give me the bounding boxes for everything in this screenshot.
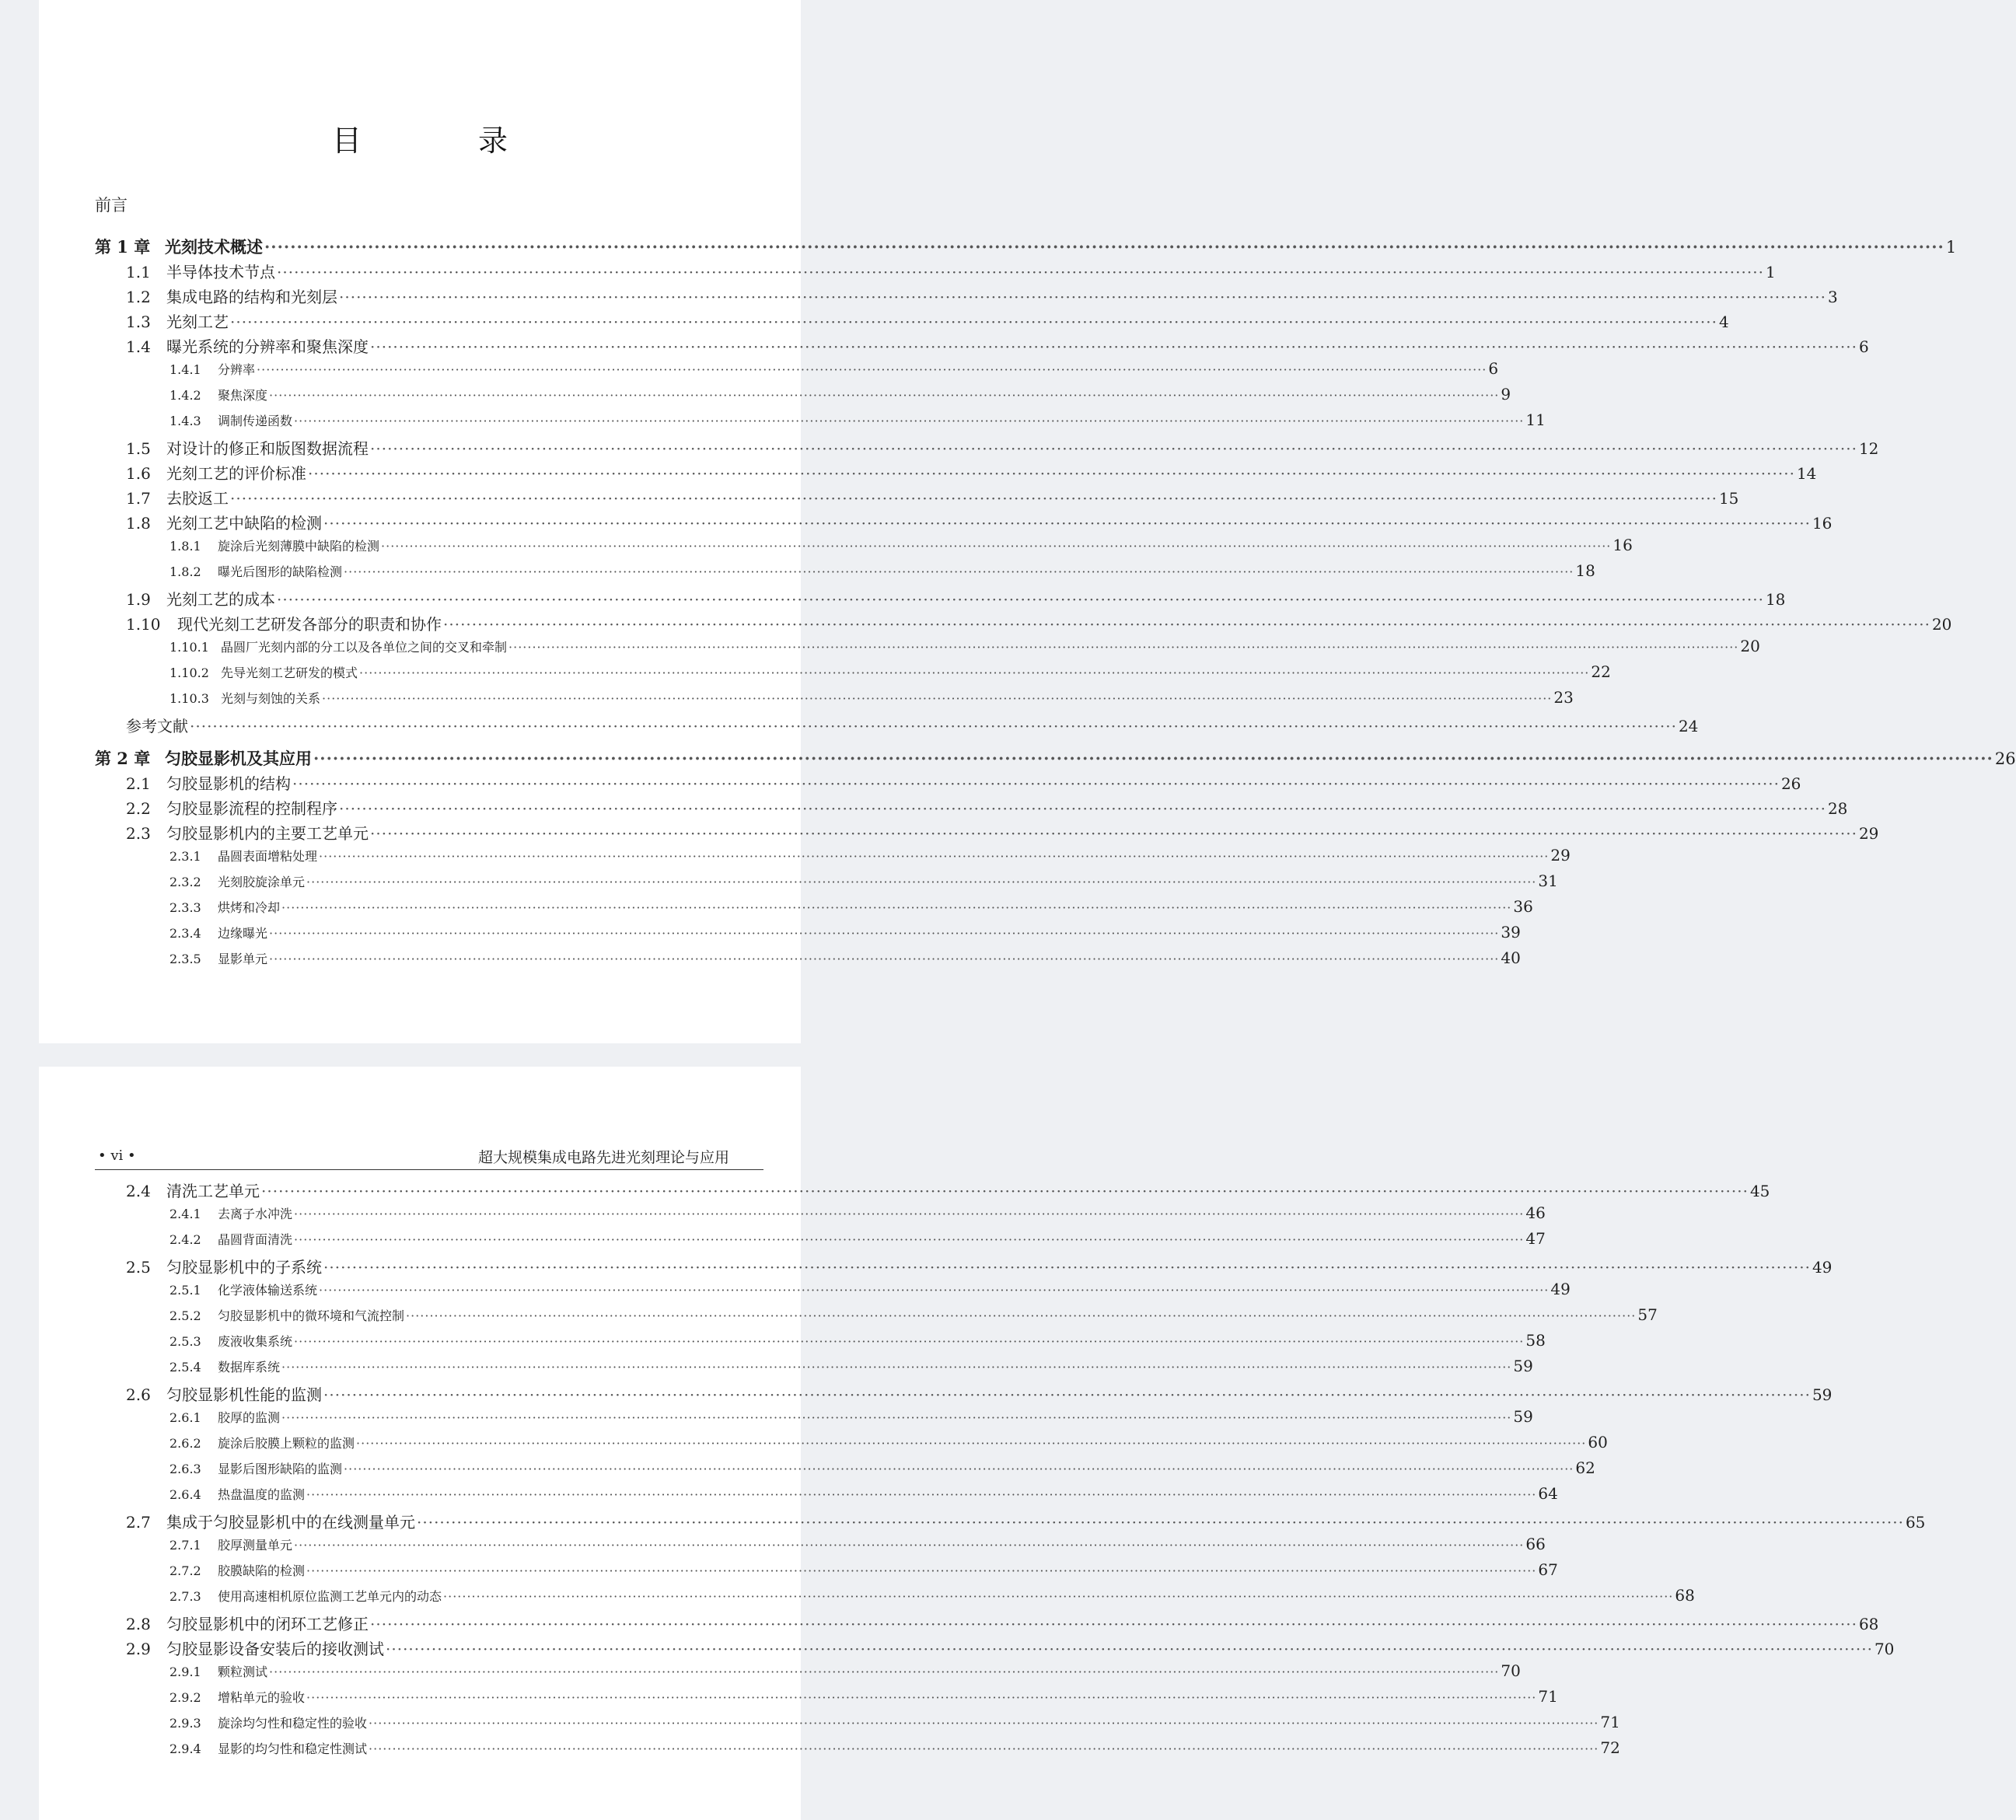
toc-entry-label: 半导体技术节点 [166,263,275,281]
toc-leader-dots: ···································································································································································································································································· [322,691,1553,706]
toc-entry-label: 去胶返工 [166,489,229,508]
toc-leader-dots: ···································································································································································································································································· [269,926,1500,941]
toc-entry-label: 集成电路的结构和光刻层 [166,288,337,306]
toc-entry [95,1305,1658,1331]
toc-entry [95,309,1729,334]
toc-page-number: 26 [1994,749,2016,768]
toc-page-number: 26 [1780,774,1801,793]
toc-entry [95,1535,1546,1560]
toc-entry-label: 聚焦深度 [218,388,268,403]
toc-entry [95,1280,1571,1305]
toc-entry-number: 1.2 [126,288,151,306]
toc-entry-label: 边缘曝光 [218,926,268,941]
toc-chapter-number: 第 2 章 [95,749,151,768]
toc-page-number: 31 [1538,872,1558,890]
toc-entry-label: 匀胶显影流程的控制程序 [166,799,337,818]
toc-entry-number: 1.3 [126,313,151,331]
toc-entry [95,1637,1895,1661]
toc-entry-number: 2.6.4 [169,1487,201,1502]
toc-entry-label: 数据库系统 [218,1360,281,1375]
toc-list-page-2 [95,1179,1926,1764]
toc-entry [95,714,1699,739]
toc-leader-dots: ···································································································································································································································································· [323,1385,1811,1404]
toc-entry-label: 对设计的修正和版图数据流程 [166,439,369,458]
toc-entry-number: 2.9.3 [169,1716,201,1731]
toc-entry-number: 2.8 [126,1615,151,1633]
toc-entry [95,821,1879,846]
toc-entry-label: 光刻胶旋涂单元 [218,875,306,889]
toc-chapter-2-entries [95,771,1879,974]
toc-page-number: 22 [1591,662,1611,681]
toc-leader-dots: ···································································································································································································································································· [308,464,1795,483]
toc-page-number: 9 [1501,385,1511,403]
toc-entry [95,359,1499,385]
toc-entry-label: 光刻与刻蚀的关系 [221,691,321,706]
toc-leader-dots: ···································································································································································································································································· [370,1615,1857,1633]
toc-entry [95,260,1776,285]
toc-entry [95,1458,1595,1484]
toc-page-number: 66 [1525,1535,1546,1553]
toc-leader-dots: ···································································································································································································································································· [443,615,1930,634]
toc-entry [95,486,1739,511]
toc-page-number: 62 [1575,1458,1595,1477]
toc-entry [95,536,1633,561]
toc-entry-number: 1.8 [126,514,151,533]
toc-leader-dots: ···································································································································································································································································· [294,1334,1525,1349]
running-header [95,1144,763,1170]
toc-leader-dots: ···································································································································································································································································· [294,1538,1525,1553]
toc-entry-number: 1.4 [126,337,151,356]
toc-entry-number: 2.3.2 [169,875,201,889]
toc-page-2-entries [95,1179,1926,1764]
toc-entry [95,612,1952,637]
toc-leader-dots: ···································································································································································································································································· [339,288,1826,306]
toc-leader-dots: ···································································································································································································································································· [339,799,1826,818]
toc-entry-label: 匀胶显影机内的主要工艺单元 [166,824,369,843]
toc-page-number: 40 [1501,948,1521,967]
toc-leader-dots: ···································································································································································································································································· [356,1436,1587,1451]
toc-entry [95,872,1558,897]
toc-page-number: 58 [1525,1331,1546,1350]
book-page-2 [39,1067,1926,1820]
toc-leader-dots: ···································································································································································································································································· [269,1665,1500,1679]
toc-chapter-1-entries [95,260,1952,739]
header-page-number: • vi • [98,1148,136,1164]
toc-entry [95,771,1801,796]
toc-page-number: 23 [1553,688,1574,707]
toc-entry [95,796,1848,821]
toc-entry-label: 使用高速相机原位监测工艺单元内的动态 [218,1589,442,1604]
toc-entry-number: 2.5.4 [169,1360,201,1375]
toc-entry-number: 2.3.3 [169,900,201,915]
toc-entry [95,662,1611,688]
toc-leader-dots: ···································································································································································································································································· [261,1182,1749,1200]
toc-entry [95,846,1571,872]
toc-page-number: 64 [1538,1484,1558,1503]
toc-leader-dots: ···································································································································································································································································· [269,388,1500,403]
toc-page-number: 59 [1812,1385,1833,1404]
toc-entry-label: 匀胶显影机中的微环境和气流控制 [218,1308,405,1323]
toc-leader-dots: ···································································································································································································································································· [294,414,1525,428]
toc-leader-dots: ···································································································································································································································································· [319,1283,1550,1298]
toc-entry [95,285,1838,309]
toc-entry [95,1586,1695,1612]
toc-title: 目 录 [331,124,551,158]
toc-page-number: 65 [1905,1513,1926,1532]
toc-page-number: 59 [1513,1357,1533,1375]
toc-page-number: 14 [1796,464,1817,483]
toc-entry-label: 显影的均匀性和稳定性测试 [218,1741,368,1756]
toc-entry-number: 2.9.2 [169,1690,201,1705]
toc-entry-number: 1.4.1 [169,362,201,377]
toc-page-number: 4 [1718,313,1729,331]
toc-page-number: 28 [1827,799,1848,818]
toc-entry-number: 1.10 [126,615,161,634]
toc-entry [95,385,1511,410]
toc-entry-label: 先导光刻工艺研发的模式 [221,665,358,680]
toc-entry-number: 2.1 [126,774,151,793]
toc-entry [95,1738,1620,1764]
toc-page-number: 18 [1765,590,1786,609]
toc-entry-number: 2.6.3 [169,1462,201,1476]
toc-page-number: 59 [1513,1407,1533,1426]
toc-entry-number: 2.4.1 [169,1207,201,1221]
toc-page-number: 15 [1718,489,1739,508]
toc-page-number: 24 [1678,717,1699,735]
toc-leader-dots: ···································································································································································································································································· [281,1360,1512,1375]
toc-leader-dots: ···································································································································································································································································· [386,1640,1873,1658]
toc-leader-dots: ···································································································································································································································································· [344,1462,1574,1476]
toc-entry-label: 晶圆表面增粘处理 [218,849,318,864]
toc-page-number: 49 [1812,1258,1833,1277]
toc-page-number: 12 [1858,439,1879,458]
toc-page-number: 1 [1765,263,1776,281]
toc-entry-number: 2.3.5 [169,952,201,966]
toc-entry-label: 增粘单元的验收 [218,1690,306,1705]
toc-page-number: 70 [1501,1661,1521,1680]
toc-page-number: 71 [1538,1687,1558,1706]
toc-entry-label: 匀胶显影设备安装后的接收测试 [166,1640,384,1658]
toc-entry [95,1255,1833,1280]
toc-entry-number: 2.6.2 [169,1436,201,1451]
toc-entry [95,1203,1546,1229]
toc-entry-label: 胶膜缺陷的检测 [218,1563,306,1578]
toc-leader-dots: ···································································································································································································································································· [370,439,1857,458]
toc-entry-label: 胶厚测量单元 [218,1538,293,1553]
toc-leader-dots: ···································································································································································································································································· [306,1690,1537,1705]
toc-leader-dots: ···································································································································································································································································· [323,1258,1811,1277]
toc-entry-label: 热盘温度的监测 [218,1487,306,1502]
toc-entry-number: 2.7 [126,1513,151,1532]
toc-page-number: 46 [1525,1203,1546,1222]
toc-preface [95,193,763,230]
toc-entry-number: 1.10.1 [169,640,209,655]
toc-entry [95,1179,1770,1203]
toc-entry-number: 2.6 [126,1385,151,1404]
toc-leader-dots: ···································································································································································································································································· [277,263,1764,281]
toc-entry [95,587,1786,612]
toc-leader-dots: ···································································································································································································································································· [281,900,1512,915]
toc-list-page-1 [95,193,2016,974]
toc-entry-number: 2.7.3 [169,1589,201,1604]
toc-entry-number: 2.7.2 [169,1563,201,1578]
toc-entry-label: 光刻工艺的成本 [166,590,275,609]
toc-entry [95,923,1521,948]
toc-entry-number: 1.1 [126,263,151,281]
toc-leader-dots: ···································································································································································································································································· [313,749,1993,768]
toc-page-number: 45 [1749,1182,1770,1200]
toc-entry-number: 1.8.1 [169,539,201,554]
toc-leader-dots: ···································································································································································································································································· [257,362,1487,377]
toc-entry-number: 2.5.2 [169,1308,201,1323]
toc-entry-label: 显影单元 [218,952,268,966]
toc-entry [95,1560,1558,1586]
toc-entry-label: 现代光刻工艺研发各部分的职责和协作 [177,615,442,634]
toc-entry-label: 旋涂后胶膜上颗粒的监测 [218,1436,355,1451]
toc-leader-dots: ···································································································································································································································································· [443,1589,1674,1604]
toc-entry-label: 集成于匀胶显影机中的在线测量单元 [166,1513,415,1532]
toc-leader-dots: ···································································································································································································································································· [323,514,1811,533]
toc-entry-number: 2.9.4 [169,1741,201,1756]
toc-entry-label: 调制传递函数 [218,414,293,428]
toc-page-number: 68 [1675,1586,1695,1605]
toc-page-number: 20 [1740,637,1760,655]
toc-chapter-title: 光刻技术概述 [165,237,263,257]
toc-leader-dots: ···································································································································································································································································· [292,774,1780,793]
toc-leader-dots: ···································································································································································································································································· [417,1513,1904,1532]
toc-leader-dots: ···································································································································································································································································· [370,337,1857,356]
toc-entry-number: 1.10.2 [169,665,209,680]
toc-page-number: 3 [1827,288,1838,306]
toc-entry-label: 化学液体输送系统 [218,1283,318,1298]
toc-page-number: 39 [1501,923,1521,941]
toc-entry-number: 2.5.1 [169,1283,201,1298]
toc-entry-label: 晶圆厂光刻内部的分工以及各单位之间的交叉和牵制 [221,640,508,655]
toc-page-number: 47 [1525,1229,1546,1248]
toc-entry [95,1229,1546,1255]
toc-page-number: 68 [1858,1615,1879,1633]
toc-preface-label: 前言 [95,196,128,215]
toc-page-number: 70 [1874,1640,1895,1658]
toc-leader-dots: ···································································································································································································································································· [369,1741,1599,1756]
toc-entry-label: 曝光后图形的缺陷检测 [218,564,343,579]
toc-page-number: 57 [1637,1305,1658,1324]
toc-entry-number: 2.3.4 [169,926,201,941]
toc-entry [95,1510,1926,1535]
toc-page-number: 20 [1931,615,1952,634]
toc-entry-number: 2.5.3 [169,1334,201,1349]
toc-chapter-2 [95,746,2016,771]
toc-entry-label: 光刻工艺的评价标准 [166,464,306,483]
toc-leader-dots: ···································································································································································································································································· [306,1563,1537,1578]
toc-entry-number: 2.3 [126,824,151,843]
toc-entry-label: 匀胶显影机性能的监测 [166,1385,322,1404]
toc-chapter-1 [95,235,1957,260]
toc-entry-number: 1.10.3 [169,691,209,706]
toc-chapter-title: 匀胶显影机及其应用 [165,749,312,768]
toc-leader-dots: ···································································································································································································································································· [306,1487,1537,1502]
toc-entry [95,1713,1620,1738]
toc-page-number: 6 [1488,359,1499,378]
toc-entry-label: 晶圆背面清洗 [218,1232,293,1247]
toc-leader-dots: ···································································································································································································································································· [306,875,1537,889]
toc-page-number: 16 [1612,536,1633,554]
toc-page-number: 16 [1812,514,1833,533]
toc-page-number: 29 [1550,846,1571,865]
toc-entry-label: 匀胶显影机中的闭环工艺修正 [166,1615,369,1633]
toc-page-number: 67 [1538,1560,1558,1579]
toc-leader-dots: ···································································································································································································································································· [281,1410,1512,1425]
toc-entry-number: 1.4.3 [169,414,201,428]
toc-entry [95,511,1833,536]
toc-page-number: 1 [1945,238,1957,257]
toc-entry [95,436,1879,461]
toc-entry [95,1484,1558,1510]
toc-entry-number: 2.2 [126,799,151,818]
toc-leader-dots: ···································································································································································································································································· [344,564,1574,579]
toc-entry-number: 1.5 [126,439,151,458]
toc-leader-dots: ···································································································································································································································································· [406,1308,1637,1323]
toc-entry-label: 废液收集系统 [218,1334,293,1349]
toc-entry-label: 匀胶显影机中的子系统 [166,1258,322,1277]
toc-entry-label: 颗粒测试 [218,1665,268,1679]
toc-entry [95,637,1760,662]
toc-leader-dots: ···································································································································································································································································· [508,640,1739,655]
toc-leader-dots: ···································································································································································································································································· [190,717,1677,735]
toc-page-number: 18 [1575,561,1595,580]
toc-leader-dots: ···································································································································································································································································· [230,313,1717,331]
toc-page-number: 6 [1858,337,1869,356]
toc-leader-dots: ···································································································································································································································································· [269,952,1500,966]
toc-entry [95,897,1533,923]
toc-entry-label: 匀胶显影机的结构 [166,774,291,793]
toc-leader-dots: ···································································································································································································································································· [359,665,1590,680]
toc-leader-dots: ···································································································································································································································································· [319,849,1550,864]
toc-entry-label: 旋涂均匀性和稳定性的验收 [218,1716,368,1731]
toc-entry-number: 2.6.1 [169,1410,201,1425]
toc-entry [95,1687,1558,1713]
toc-entry [95,561,1595,587]
toc-entry-label: 烘烤和冷却 [218,900,281,915]
toc-leader-dots: ···································································································································································································································································· [230,489,1717,508]
toc-page-number: 60 [1588,1433,1608,1451]
toc-entry-label: 光刻工艺 [166,313,229,331]
toc-entry [95,1433,1608,1458]
toc-entry-label: 去离子水冲洗 [218,1207,293,1221]
toc-entry [95,1331,1546,1357]
toc-entry [95,1661,1521,1687]
toc-entry [95,1382,1833,1407]
toc-leader-dots: ···································································································································································································································································· [381,539,1612,554]
header-book-title: 超大规模集成电路先进光刻理论与应用 [477,1149,729,1166]
toc-entry [95,1612,1879,1637]
toc-leader-dots: ···································································································································································································································································· [264,237,1944,257]
toc-entry [95,461,1817,486]
toc-chapter-number: 第 1 章 [95,237,151,257]
toc-page-number: 29 [1858,824,1879,843]
toc-entry-number: 2.9 [126,1640,151,1658]
toc-entry-label: 胶厚的监测 [218,1410,281,1425]
toc-page-number: 72 [1600,1738,1620,1757]
toc-entry-label: 曝光系统的分辨率和聚焦深度 [166,337,369,356]
toc-entry-number: 2.3.1 [169,849,201,864]
toc-leader-dots: ···································································································································································································································································· [369,1716,1599,1731]
toc-entry-number: 1.8.2 [169,564,201,579]
toc-entry [95,948,1521,974]
toc-entry-label: 光刻工艺中缺陷的检测 [166,514,322,533]
toc-entry-number: 2.5 [126,1258,151,1277]
toc-page-number: 36 [1513,897,1533,916]
toc-entry-number: 1.6 [126,464,151,483]
toc-leader-dots: ···································································································································································································································································· [277,590,1764,609]
toc-entry-number: 2.4.2 [169,1232,201,1247]
toc-entry-label: 清洗工艺单元 [166,1182,260,1200]
toc-leader-dots: ···································································································································································································································································· [370,824,1857,843]
toc-entry-label: 参考文献 [126,717,188,735]
toc-page-number: 71 [1600,1713,1620,1731]
toc-entry-number: 1.4.2 [169,388,201,403]
toc-entry-number: 1.9 [126,590,151,609]
book-page-1 [39,0,2016,1043]
toc-entry [95,688,1574,714]
toc-entry-label: 旋涂后光刻薄膜中缺陷的检测 [218,539,380,554]
toc-entry-label: 显影后图形缺陷的监测 [218,1462,343,1476]
toc-entry-number: 2.9.1 [169,1665,201,1679]
toc-entry-label: 分辨率 [218,362,256,377]
toc-leader-dots: ···································································································································································································································································· [294,1232,1525,1247]
toc-page-number: 11 [1525,410,1546,429]
toc-entry-number: 2.4 [126,1182,151,1200]
toc-entry [95,410,1546,436]
toc-entry [95,1407,1533,1433]
toc-entry [95,334,1869,359]
toc-entry-number: 2.7.1 [169,1538,201,1553]
toc-page-number: 49 [1550,1280,1571,1298]
toc-leader-dots: ···································································································································································································································································· [294,1207,1525,1221]
toc-entry [95,1357,1533,1382]
toc-entry-number: 1.7 [126,489,151,508]
